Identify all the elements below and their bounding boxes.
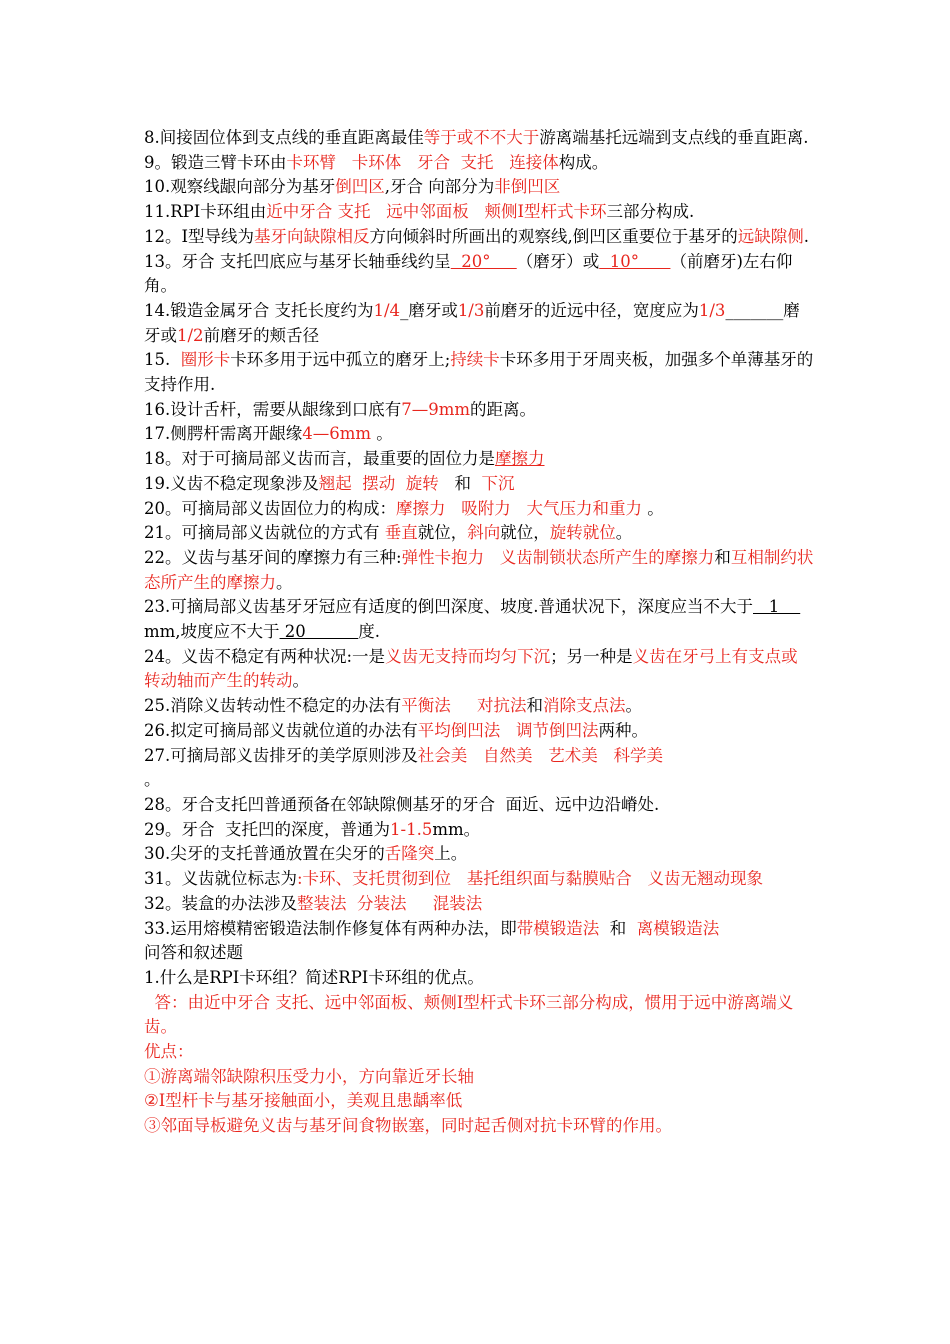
answer-text: 旋转就位 — [549, 523, 616, 543]
paragraph — [144, 250, 814, 299]
answer-text: 斜向 — [467, 523, 501, 543]
answer-text: 带模锻造法 — [516, 918, 600, 938]
paragraph — [144, 1089, 814, 1114]
question-text: 20。可摘局部义齿固位力的构成： — [144, 498, 396, 518]
question-text: 方向倾斜时所画出的观察线,倒凹区重要位于基牙的 — [369, 226, 738, 246]
answer-text: 消除支点法 — [542, 696, 626, 716]
question-text: 8.间接固位体到支点线的垂直距离最佳 — [144, 128, 424, 147]
answer-text: 摩擦力 — [495, 449, 545, 469]
answer-text: 翘起 摆动 旋转 — [318, 473, 439, 493]
question-text: 。 — [144, 770, 161, 790]
answer-text: 弹性卡抱力 义齿制锁状态所产生的摩擦力 — [401, 547, 715, 567]
question-text: 。 — [625, 696, 642, 716]
answer-text: 义齿无支持而均匀下沉 — [385, 646, 551, 666]
paragraph — [144, 299, 814, 348]
answer-text: 离模锻造法 — [636, 918, 720, 938]
paragraph — [144, 941, 814, 966]
answer-text: 对抗法 — [476, 696, 527, 716]
answer-text: 社会美 自然美 艺术美 科学美 — [417, 745, 663, 765]
paragraph — [144, 744, 814, 793]
paragraph — [144, 497, 814, 522]
question-text: 25.消除义齿转动性不稳定的办法有 — [144, 696, 402, 716]
paragraph — [144, 472, 814, 497]
question-text: （前磨牙)左右仰角。 — [144, 251, 793, 296]
answer-text: 摩擦力 吸附力 大气压力和重力 — [396, 498, 642, 518]
question-text: 卡环多用于牙周夹板，加强多个单薄基牙的支持作用. — [144, 350, 814, 395]
question-text: 就位， — [417, 523, 468, 543]
question-text: 9。锻造三臂卡环由 — [144, 152, 287, 172]
answer-text: 近中牙合 支托 远中邻面板 颊侧I型杆式卡环 — [266, 202, 607, 222]
answer-text: 平均倒凹法 调节倒凹法 — [417, 720, 599, 740]
answer-text: 垂直 — [384, 523, 418, 543]
question-text: 前磨牙的近远中径，宽度应为 — [484, 300, 699, 320]
question-text: 14.锻造金属牙合 支托长度约为 — [144, 300, 374, 320]
question-text: 31。义齿就位标志为 — [144, 869, 297, 889]
paragraph — [144, 546, 814, 595]
paragraph — [144, 1065, 814, 1090]
question-text: 32。装盒的办法涉及 — [144, 893, 297, 913]
answer-text: 下沉 — [481, 473, 515, 493]
question-text: 和 — [438, 473, 482, 493]
answer-text: 互相制约状态所产生的摩擦力 — [144, 547, 814, 592]
question-text: 的距离。 — [470, 399, 537, 419]
answer-text: 1/3 — [457, 300, 485, 320]
paragraph — [144, 842, 814, 867]
question-text: _______磨牙或 — [144, 300, 800, 345]
paragraph — [144, 917, 814, 942]
question-text: 1.什么是RPI卡环组？简述RPI卡环组的优点。 — [144, 967, 484, 987]
paragraph — [144, 398, 814, 423]
answer-text: ③邻面导板避免义齿与基牙间食物嵌塞，同时起舌侧对抗卡环臂的作用。 — [144, 1116, 672, 1136]
question-text: 29。牙合 支托凹的深度，普通为 — [144, 819, 390, 839]
question-text: 28。牙合支托凹普通预备在邻缺隙侧基牙的牙合 面近、远中边沿嵴处. — [144, 794, 660, 814]
question-text: 和 — [526, 696, 543, 716]
paragraph — [144, 645, 814, 694]
paragraph — [144, 966, 814, 991]
question-text: 21。可摘局部义齿就位的方式有 — [144, 523, 385, 543]
answer-text: 答：由近中牙合 支托、远中邻面板、颊侧I型杆式卡环三部分构成，惯用于远中游离端义齿。 — [144, 992, 794, 1037]
question-text: 19.义齿不稳定现象涉及 — [144, 473, 319, 493]
answer-text: 卡环臂 卡环体 牙合 支托 连接体 — [286, 152, 559, 172]
question-text: （磨牙）或 — [516, 251, 600, 271]
question-text: 33.运用熔模精密锻造法制作修复体有两种办法，即 — [144, 918, 517, 938]
question-text: 10.观察线龈向部分为基牙 — [144, 177, 336, 197]
question-text: ,牙合 向部分为 — [384, 177, 495, 197]
answer-text: 倒凹区 — [335, 177, 385, 197]
question-text: 27.可摘局部义齿排牙的美学原则涉及 — [144, 745, 418, 765]
question-text: 15. — [144, 350, 181, 370]
paragraph — [144, 892, 814, 917]
paragraph — [144, 1040, 814, 1065]
paragraph — [144, 694, 814, 719]
answer-text: 1/2 — [177, 325, 204, 345]
question-text: 和 — [714, 547, 731, 567]
answer-text: ①游离端邻缺隙积压受力小，方向靠近牙长轴 — [144, 1066, 474, 1086]
question-text: 和 — [599, 918, 637, 938]
question-text: 22。义齿与基牙间的摩擦力有三种: — [144, 547, 402, 567]
answer-text: 基牙向缺隙相反 — [254, 226, 370, 246]
paragraph — [144, 521, 814, 546]
answer-text: 持续卡 — [450, 350, 500, 370]
paragraph — [144, 151, 814, 176]
question-text — [451, 696, 477, 715]
question-text: 三部分构成. — [606, 202, 695, 222]
question-text: 。 — [371, 424, 393, 444]
answer-text: 舌隆突 — [384, 844, 435, 864]
question-text: 两种。 — [598, 720, 648, 740]
question-text: 12。I型导线为 — [144, 226, 255, 246]
question-text: 16.设计舌杆，需要从龈缘到口底有 — [144, 399, 402, 419]
answer-text: 非倒凹区 — [494, 177, 561, 197]
answer-text: 整装法 分装法 混装法 — [297, 893, 483, 913]
paragraph — [144, 1114, 814, 1139]
question-text: 30.尖牙的支托普通放置在尖牙的 — [144, 844, 385, 864]
paragraph — [144, 175, 814, 200]
question-text: 就位， — [500, 523, 550, 543]
answer-text: 10° — [599, 251, 671, 271]
paragraph — [144, 447, 814, 472]
question-text: 18。对于可摘局部义齿而言，最重要的固位力是 — [144, 449, 495, 469]
question-text: 前磨牙的颊舌径 — [203, 325, 320, 345]
answer-text: 1-1.5 — [390, 819, 433, 839]
paragraph — [144, 422, 814, 447]
answer-text: :卡环、支托贯彻到位 基托组织面与黏膜贴合 义齿无翘动现象 — [297, 869, 764, 889]
paragraph — [144, 867, 814, 892]
question-text: 。 — [276, 572, 293, 592]
question-text: 13。牙合 支托凹底应与基牙长轴垂线约呈 — [144, 251, 451, 271]
answer-text: 7—9mm — [401, 399, 471, 419]
answer-text: 4—6mm — [302, 424, 372, 444]
answer-text: 远缺隙侧 — [737, 226, 804, 246]
question-text: 1 — [753, 597, 801, 617]
question-text: 26.拟定可摘局部义齿就位道的办法有 — [144, 720, 418, 740]
question-text: 17.侧腭杆需离开龈缘 — [144, 424, 303, 444]
question-text: 11.RPI卡环组由 — [144, 202, 267, 222]
question-text: 20 — [279, 622, 359, 642]
document-body — [144, 126, 814, 1139]
answer-text: 20° — [450, 251, 517, 271]
question-text: _磨牙或 — [400, 300, 458, 320]
question-text: mm,坡度应不大于 — [144, 622, 280, 642]
answer-text: 1/4 — [373, 300, 401, 320]
question-text: 度. — [358, 622, 380, 642]
question-text: . — [803, 226, 810, 246]
question-text: 卡环多用于远中孤立的磨牙上; — [230, 350, 451, 370]
paragraph — [144, 793, 814, 818]
answer-text: 等于或不不大于 — [423, 128, 540, 147]
question-text: 问答和叙述题 — [144, 943, 243, 963]
answer-text: 义齿在牙弓上有支点或转动轴而产生的转动 — [144, 646, 798, 691]
question-text: 24。义齿不稳定有两种状况:一是 — [144, 646, 386, 666]
paragraph — [144, 348, 814, 397]
question-text: 游离端基托远端到支点线的垂直距离. — [539, 128, 809, 147]
answer-text: ②I型杆卡与基牙接触面小，美观且患龋率低 — [144, 1091, 463, 1111]
paragraph — [144, 719, 814, 744]
question-text: 。 — [641, 498, 664, 518]
answer-text: 平衡法 — [401, 696, 451, 716]
question-text: mm。 — [432, 819, 481, 839]
paragraph — [144, 225, 814, 250]
question-text: 构成。 — [558, 152, 609, 172]
paragraph — [144, 200, 814, 225]
question-text: 23.可摘局部义齿基牙牙冠应有适度的倒凹深度、坡度.普通状况下，深度应当不大于 — [144, 597, 753, 617]
paragraph — [144, 818, 814, 843]
paragraph — [144, 595, 814, 644]
answer-text: 圈形卡 — [180, 350, 231, 370]
paragraph — [144, 991, 814, 1040]
answer-text: 1/3 — [698, 300, 726, 320]
paragraph — [144, 126, 814, 151]
answer-text: 优点： — [144, 1042, 194, 1062]
question-text: 。 — [615, 523, 633, 543]
question-text: 上。 — [434, 844, 468, 864]
question-text: 。 — [292, 671, 309, 691]
question-text: ；另一种是 — [550, 646, 633, 666]
